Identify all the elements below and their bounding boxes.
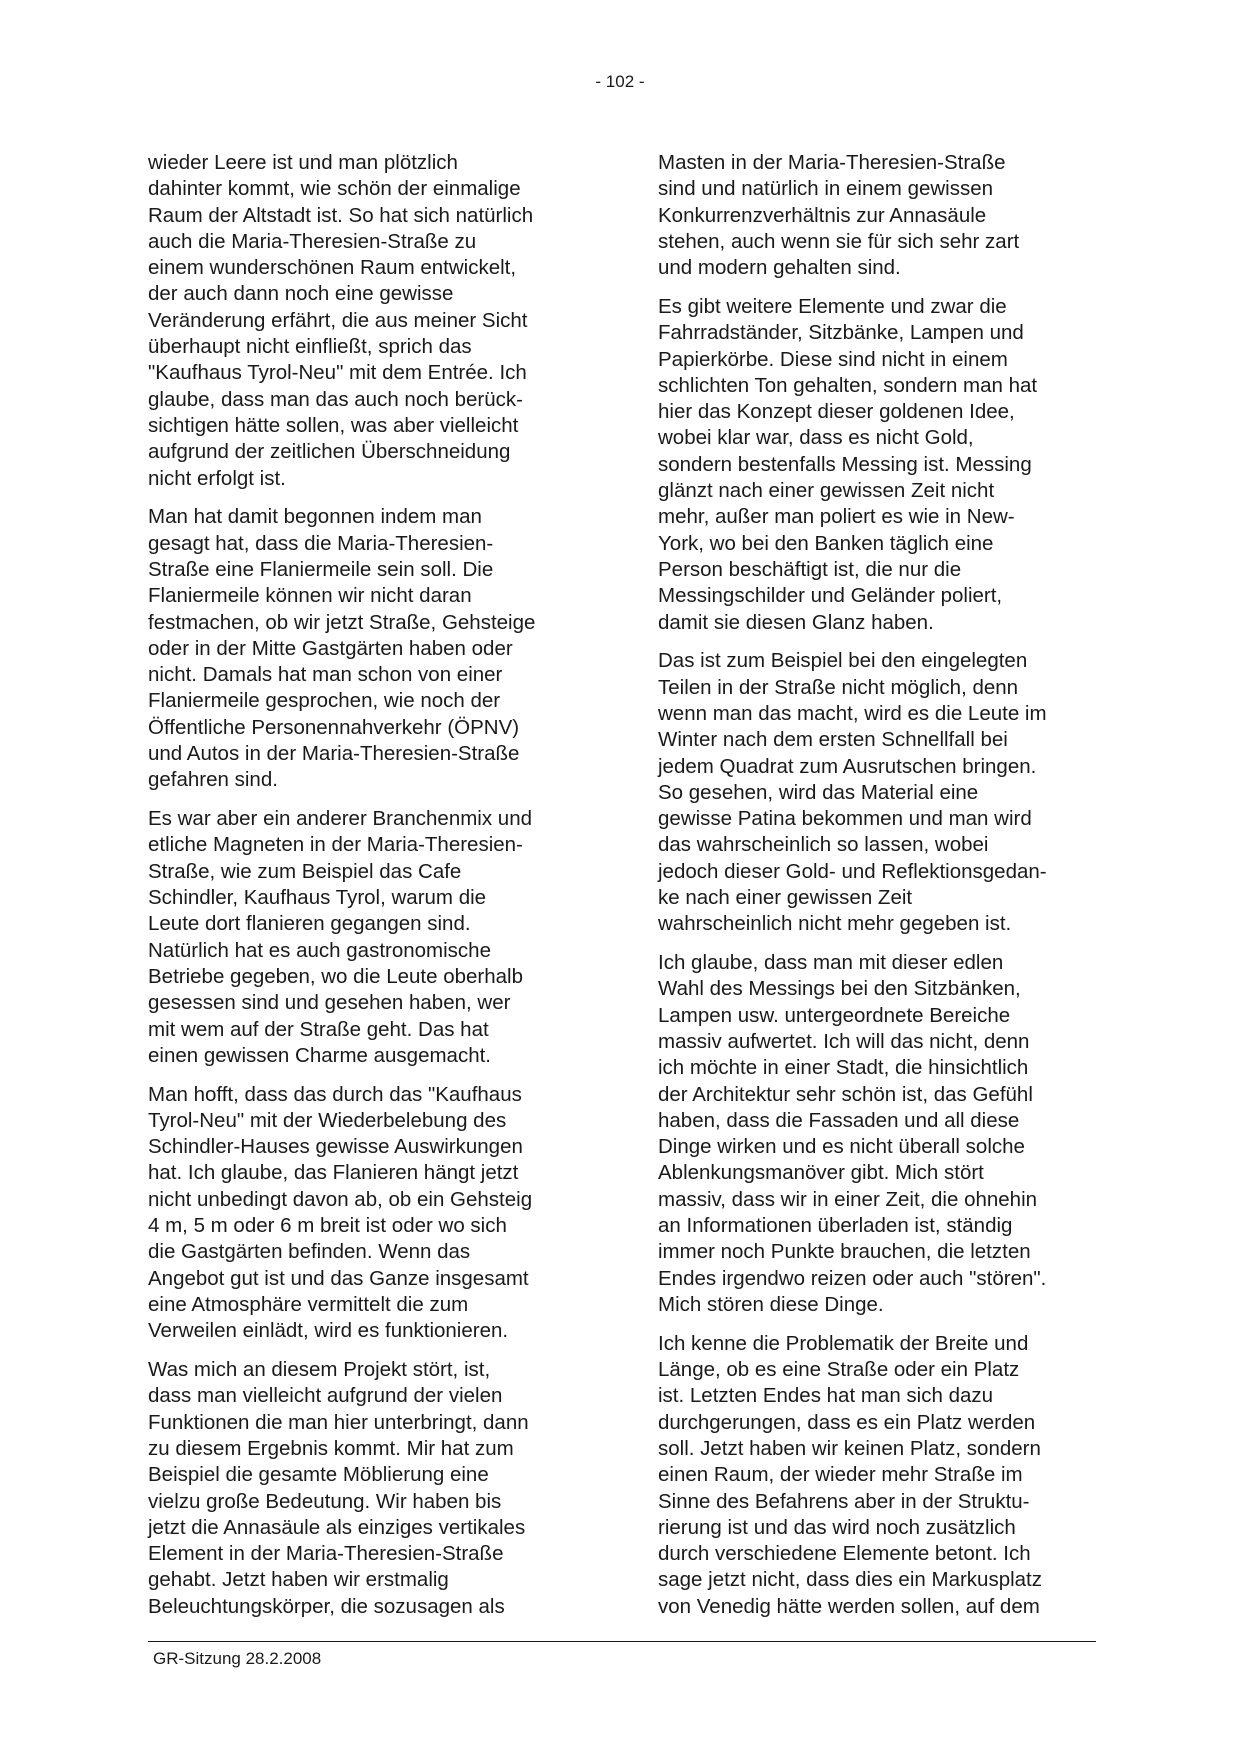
text-line: gesessen sind und gesehen haben, wer xyxy=(148,991,511,1015)
text-line: das wahrscheinlich so lassen, wobei xyxy=(658,833,989,857)
text-line: dahinter kommt, wie schön der einmalige xyxy=(148,177,521,201)
text-line: Teilen in der Straße nicht möglich, denn xyxy=(658,675,1019,699)
text-line: York, wo bei den Banken täglich eine xyxy=(658,531,994,555)
text-line: sind und natürlich in einem gewissen xyxy=(658,177,994,201)
text-line: Ich glaube, dass man mit dieser edlen xyxy=(658,951,1004,975)
text-line: festmachen, ob wir jetzt Straße, Gehsteige xyxy=(148,610,536,634)
text-line: und modern gehalten sind. xyxy=(658,256,901,280)
text-line: Element in der Maria-Theresien-Straße xyxy=(148,1542,504,1566)
text-line: wenn man das macht, wird es die Leute im xyxy=(658,701,1047,725)
text-line: einem wunderschönen Raum entwickelt, xyxy=(148,256,517,280)
text-line: Mich stören diese Dinge. xyxy=(658,1292,884,1316)
page-number: - 102 - xyxy=(595,72,645,91)
text-line: Dinge wirken und es nicht überall solche xyxy=(658,1135,1025,1159)
text-line: durchgerungen, dass es ein Platz werden xyxy=(658,1410,1036,1434)
text-line: Wahl des Messings bei den Sitzbänken, xyxy=(658,977,1021,1001)
text-line: Öffentliche Personennahverkehr (ÖPNV) xyxy=(148,715,520,739)
footer-divider xyxy=(148,1641,1096,1642)
text-line: glaube, dass man das auch noch berück- xyxy=(148,387,523,411)
right-text-column xyxy=(658,150,1093,1633)
text-line: einen Raum, der wieder mehr Straße im xyxy=(658,1463,1023,1487)
text-line: jedem Quadrat zum Ausrutschen bringen. xyxy=(658,754,1037,778)
text-line: massiv, dass wir in einer Zeit, die ohnehin xyxy=(658,1187,1038,1211)
text-line: hier das Konzept dieser goldenen Idee, xyxy=(658,400,1015,424)
text-line: Sinne des Befahrens aber in der Struktu- xyxy=(658,1489,1030,1513)
text-line: Man hat damit begonnen indem man xyxy=(148,505,482,529)
text-line: ich möchte in einer Stadt, die hinsichtlich xyxy=(658,1056,1029,1080)
text-line: mehr, außer man poliert es wie in New- xyxy=(658,505,1015,529)
text-line: Schindler-Hauses gewisse Auswirkungen xyxy=(148,1135,523,1159)
text-line: gewisse Patina bekommen und man wird xyxy=(658,807,1032,831)
text-line: nicht erfolgt ist. xyxy=(148,466,286,490)
text-line: Verweilen einlädt, wird es funktionieren. xyxy=(148,1319,509,1343)
text-line: etliche Magneten in der Maria-Theresien- xyxy=(148,833,523,857)
text-line: immer noch Punkte brauchen, die letzten xyxy=(658,1240,1031,1264)
text-line: Straße, wie zum Beispiel das Cafe xyxy=(148,859,462,883)
text-line: Tyrol-Neu" mit der Wiederbelebung des xyxy=(148,1108,507,1132)
paragraph xyxy=(148,504,583,793)
text-line: Länge, ob es eine Straße oder ein Platz xyxy=(658,1358,1020,1382)
text-line: wieder Leere ist und man plötzlich xyxy=(148,151,458,174)
text-line: gefahren sind. xyxy=(148,768,278,792)
text-line: Flaniermeile können wir nicht daran xyxy=(148,584,472,608)
text-line: wobei klar war, dass es nicht Gold, xyxy=(658,426,974,450)
paragraph xyxy=(148,1357,583,1620)
text-line: der auch dann noch eine gewisse xyxy=(148,282,454,306)
text-line: Man hofft, dass das durch das "Kaufhaus xyxy=(148,1082,522,1106)
paragraph xyxy=(658,150,1093,281)
text-line: Was mich an diesem Projekt stört, ist, xyxy=(148,1358,491,1382)
paragraph xyxy=(658,294,1093,636)
text-line: Natürlich hat es auch gastronomische xyxy=(148,938,491,962)
text-line: schlichten Ton gehalten, sondern man hat xyxy=(658,373,1038,397)
text-line: Ich kenne die Problematik der Breite und xyxy=(658,1331,1029,1355)
text-line: durch verschiedene Elemente betont. Ich xyxy=(658,1542,1031,1566)
text-line: und Autos in der Maria-Theresien-Straße xyxy=(148,742,520,766)
text-line: massiv aufwertet. Ich will das nicht, denn xyxy=(658,1030,1030,1053)
text-line: So gesehen, wird das Material eine xyxy=(658,780,979,804)
text-line: nicht unbedingt davon ab, ob ein Gehsteig xyxy=(148,1187,533,1211)
text-line: Endes irgendwo reizen oder auch "stören". xyxy=(658,1266,1047,1290)
text-line: eine Atmosphäre vermittelt die zum xyxy=(148,1292,469,1316)
footer-session-date: GR-Sitzung 28.2.2008 xyxy=(153,1649,322,1668)
text-line: Es war aber ein anderer Branchenmix und xyxy=(148,807,533,831)
paragraph xyxy=(148,150,583,492)
text-line: an Informationen überladen ist, ständig xyxy=(658,1214,1013,1238)
text-line: nicht. Damals hat man schon von einer xyxy=(148,663,503,687)
paragraph xyxy=(658,1331,1093,1620)
text-line: ist. Letzten Endes hat man sich dazu xyxy=(658,1384,994,1408)
text-line: gehabt. Jetzt haben wir erstmalig xyxy=(148,1568,449,1592)
text-line: Schindler, Kaufhaus Tyrol, warum die xyxy=(148,886,487,910)
left-text-column xyxy=(148,150,583,1633)
text-line: Beleuchtungskörper, die sozusagen als xyxy=(148,1594,505,1618)
text-line: Winter nach dem ersten Schnellfall bei xyxy=(658,728,1008,752)
text-line: haben, dass die Fassaden und all diese xyxy=(658,1108,1020,1132)
text-line: Konkurrenzverhältnis zur Annasäule xyxy=(658,203,987,227)
paragraph xyxy=(658,648,1093,937)
text-line: soll. Jetzt haben wir keinen Platz, sondern xyxy=(658,1436,1041,1460)
text-line: glänzt nach einer gewissen Zeit nicht xyxy=(658,479,995,503)
text-line: einen gewissen Charme ausgemacht. xyxy=(148,1043,491,1067)
text-line: überhaupt nicht einfließt, sprich das xyxy=(148,335,472,359)
text-line: ke nach einer gewissen Zeit xyxy=(658,886,913,910)
text-line: hat. Ich glaube, das Flanieren hängt jetzt xyxy=(148,1161,519,1185)
text-line: rierung ist und das wird noch zusätzlich xyxy=(658,1515,1016,1539)
text-line: von Venedig hätte werden sollen, auf dem xyxy=(658,1594,1040,1618)
text-line: Angebot gut ist und das Ganze insgesamt xyxy=(148,1266,529,1290)
text-line: Masten in der Maria-Theresien-Straße xyxy=(658,151,1006,174)
text-line: gesagt hat, dass die Maria-Theresien- xyxy=(148,531,494,555)
text-line: Funktionen die man hier unterbringt, dann xyxy=(148,1410,529,1434)
text-line: Papierkörbe. Diese sind nicht in einem xyxy=(658,347,1008,371)
paragraph xyxy=(658,950,1093,1318)
text-line: aufgrund der zeitlichen Überschneidung xyxy=(148,440,511,464)
text-line: jetzt die Annasäule als einziges vertikales xyxy=(148,1515,526,1539)
text-line: sondern bestenfalls Messing ist. Messing xyxy=(658,452,1032,476)
text-line: Straße eine Flaniermeile sein soll. Die xyxy=(148,557,494,581)
text-line: sage jetzt nicht, dass dies ein Markusplatz xyxy=(658,1568,1042,1592)
text-line: damit sie diesen Glanz haben. xyxy=(658,610,934,634)
paragraph xyxy=(148,1082,583,1345)
text-line: zu diesem Ergebnis kommt. Mir hat zum xyxy=(148,1436,514,1460)
paragraph xyxy=(148,806,583,1069)
text-line: Beispiel die gesamte Möblierung eine xyxy=(148,1463,489,1487)
text-line: jedoch dieser Gold- und Reflektionsgedan- xyxy=(658,859,1047,883)
text-line: stehen, auch wenn sie für sich sehr zart xyxy=(658,229,1020,253)
text-line: Fahrradständer, Sitzbänke, Lampen und xyxy=(658,321,1024,345)
text-line: mit wem auf der Straße geht. Das hat xyxy=(148,1017,489,1041)
text-line: die Gastgärten befinden. Wenn das xyxy=(148,1240,471,1264)
text-line: Betriebe gegeben, wo die Leute oberhalb xyxy=(148,964,523,988)
text-line: der Architektur sehr schön ist, das Gefühl xyxy=(658,1082,1033,1106)
text-line: Raum der Altstadt ist. So hat sich natürlich xyxy=(148,203,534,227)
text-line: Lampen usw. untergeordnete Bereiche xyxy=(658,1003,1011,1027)
text-line: oder in der Mitte Gastgärten haben oder xyxy=(148,636,513,660)
text-line: dass man vielleicht aufgrund der vielen xyxy=(148,1384,503,1408)
text-line: wahrscheinlich nicht mehr gegeben ist. xyxy=(658,912,1012,936)
text-line: Leute dort flanieren gegangen sind. xyxy=(148,912,471,936)
text-line: sichtigen hätte sollen, was aber vielleicht xyxy=(148,413,519,437)
text-line: auch die Maria-Theresien-Straße zu xyxy=(148,229,477,253)
text-line: Veränderung erfährt, die aus meiner Sicht xyxy=(148,308,528,332)
text-line: 4 m, 5 m oder 6 m breit ist oder wo sich xyxy=(148,1214,507,1238)
text-line: Es gibt weitere Elemente und zwar die xyxy=(658,294,1007,318)
text-line: "Kaufhaus Tyrol-Neu" mit dem Entrée. Ich xyxy=(148,361,527,385)
text-line: Ablenkungsmanöver gibt. Mich stört xyxy=(658,1161,984,1185)
text-line: Messingschilder und Geländer poliert, xyxy=(658,584,1003,608)
text-line: Person beschäftigt ist, die nur die xyxy=(658,557,962,581)
text-line: Flaniermeile gesprochen, wie noch der xyxy=(148,689,501,713)
text-line: Das ist zum Beispiel bei den eingelegten xyxy=(658,649,1028,673)
text-line: vielzu große Bedeutung. Wir haben bis xyxy=(148,1489,502,1513)
